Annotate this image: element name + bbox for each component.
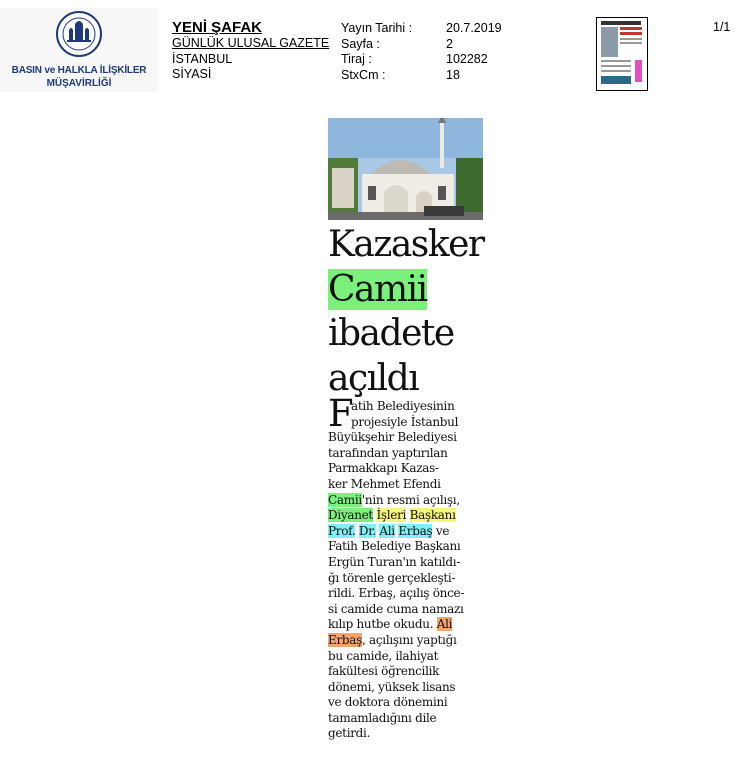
body-line: dönemi, yüksek lisans [328, 679, 456, 694]
body-line: Erbaş, açılışını yaptığı [328, 632, 457, 647]
circulation-value: 102282 [446, 52, 488, 66]
body-line: Prof. Dr. Ali Erbaş ve [328, 523, 450, 538]
body-line: ve doktora dönemini [328, 695, 448, 710]
publication-type: GÜNLÜK ULUSAL GAZETE [172, 36, 330, 50]
keyword-highlight: Prof. [328, 523, 356, 538]
body-line: Camii'nin resmi açılışı, [328, 492, 460, 507]
body-line: kılıp hutbe okudu. Ali [328, 617, 453, 632]
publication-meta [341, 21, 502, 83]
page-counter: 1/1 [713, 20, 731, 34]
body-line: Fatih Belediye Başkanı [328, 539, 461, 554]
logo-emblem-icon [49, 10, 109, 62]
headline-line: Kazasker [328, 224, 484, 265]
body-line [328, 508, 500, 524]
keyword-highlight: Başkanı [409, 508, 456, 523]
body-line: Ergün Turan'ın katıldı- [328, 554, 461, 569]
logo-title: BASIN ve HALKLA İLİŞKİLER [11, 65, 147, 76]
body-line: rildi. Erbaş, açılış önce- [328, 586, 465, 601]
keyword-highlight: Dr. [358, 523, 376, 538]
body-line: tamamladığını dile [328, 710, 437, 725]
newspaper-thumbnail[interactable] [596, 17, 648, 91]
agency-logo [0, 8, 158, 92]
publication-info [172, 20, 329, 83]
keyword-highlight: Erbaş [398, 523, 433, 538]
article-body [328, 392, 500, 742]
keyword-highlight: Diyanet [328, 508, 373, 523]
drop-cap: F [328, 392, 354, 435]
date-value: 20.7.2019 [446, 21, 502, 35]
headline-line: ibadete [328, 313, 454, 354]
body-line: fakültesi öğrencilik [328, 664, 440, 679]
publication-name: YENİ ŞAFAK [172, 19, 263, 36]
article-headline [328, 223, 498, 401]
keyword-highlight: Erbaş [328, 632, 362, 647]
body-line: atih Belediyesinin [351, 399, 455, 413]
body-line: bu camide, ilahiyat [328, 648, 439, 663]
body-line: Parmakkapı Kazas- [328, 461, 439, 476]
body-line: getirdi. [328, 726, 371, 741]
keyword-highlight: Ali [436, 617, 453, 632]
body-line: ğı törenle gerçekleşti- [328, 570, 456, 585]
body-line: Büyükşehir Belediyesi [328, 430, 457, 445]
body-line: ker Mehmet Efendi [328, 476, 441, 491]
body-line: si camide cuma namazı [328, 601, 464, 616]
publication-category: SİYASİ [172, 67, 212, 81]
mosque-photo [328, 118, 483, 220]
keyword-highlight: İşleri [376, 508, 407, 523]
body-line: projesiyle İstanbul [351, 414, 459, 429]
publication-city: İSTANBUL [172, 51, 233, 66]
headline-highlight: Camii [328, 268, 427, 310]
logo-subtitle: MÜŞAVİRLİĞİ [46, 78, 112, 89]
headline-line: açıldı [328, 357, 419, 399]
page-label: Sayfa : [341, 36, 380, 51]
page-value: 2 [446, 36, 453, 51]
stxcm-label: StxCm : [341, 67, 386, 82]
circulation-label: Tiraj : [341, 52, 372, 66]
keyword-highlight: Ali [379, 523, 395, 538]
stxcm-value: 18 [446, 67, 460, 82]
body-line: tarafından yaptırılan [328, 445, 448, 460]
keyword-highlight: Camii [328, 492, 362, 507]
date-label: Yayın Tarihi : [341, 21, 413, 35]
